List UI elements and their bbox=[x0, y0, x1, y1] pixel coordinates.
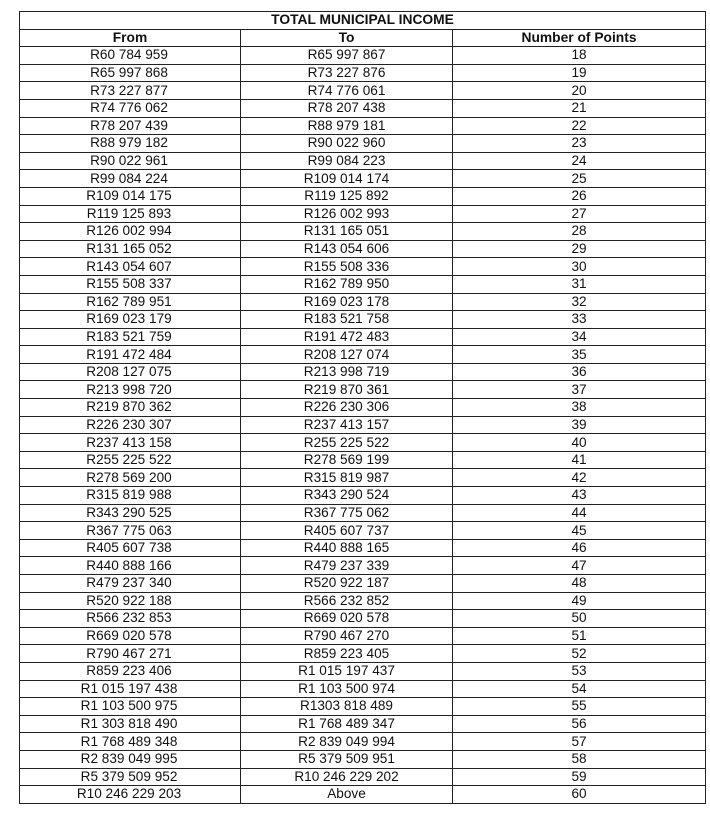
cell-to: R119 125 892 bbox=[241, 187, 453, 205]
cell-from: R1 768 489 348 bbox=[20, 733, 241, 751]
cell-points: 35 bbox=[453, 346, 706, 364]
cell-from: R208 127 075 bbox=[20, 363, 241, 381]
cell-to: R169 023 178 bbox=[241, 293, 453, 311]
cell-to: R213 998 719 bbox=[241, 363, 453, 381]
table-row bbox=[20, 64, 706, 82]
table-row bbox=[20, 346, 706, 364]
cell-from: R169 023 179 bbox=[20, 311, 241, 329]
table-row bbox=[20, 187, 706, 205]
table-row bbox=[20, 522, 706, 540]
cell-points: 49 bbox=[453, 592, 706, 610]
cell-points: 21 bbox=[453, 99, 706, 117]
cell-points: 29 bbox=[453, 240, 706, 258]
cell-to: R343 290 524 bbox=[241, 487, 453, 505]
cell-to: R208 127 074 bbox=[241, 346, 453, 364]
cell-to: R566 232 852 bbox=[241, 592, 453, 610]
table-row bbox=[20, 82, 706, 100]
table-row bbox=[20, 557, 706, 575]
cell-points: 39 bbox=[453, 416, 706, 434]
cell-points: 24 bbox=[453, 152, 706, 170]
cell-to: R183 521 758 bbox=[241, 311, 453, 329]
cell-to: R109 014 174 bbox=[241, 170, 453, 188]
cell-to: R162 789 950 bbox=[241, 275, 453, 293]
cell-from: R99 084 224 bbox=[20, 170, 241, 188]
cell-points: 34 bbox=[453, 328, 706, 346]
cell-points: 52 bbox=[453, 645, 706, 663]
cell-to: R131 165 051 bbox=[241, 223, 453, 241]
cell-to: R219 870 361 bbox=[241, 381, 453, 399]
table-row bbox=[20, 610, 706, 628]
cell-to: R1 768 489 347 bbox=[241, 715, 453, 733]
cell-points: 38 bbox=[453, 399, 706, 417]
table-row bbox=[20, 328, 706, 346]
table-row bbox=[20, 662, 706, 680]
table-row bbox=[20, 205, 706, 223]
municipal-income-table bbox=[19, 11, 706, 804]
table-row bbox=[20, 240, 706, 258]
table-row bbox=[20, 434, 706, 452]
column-header-points: Number of Points bbox=[453, 29, 706, 47]
table-row bbox=[20, 592, 706, 610]
cell-from: R405 607 738 bbox=[20, 539, 241, 557]
table-row bbox=[20, 451, 706, 469]
cell-from: R155 508 337 bbox=[20, 275, 241, 293]
table-row bbox=[20, 416, 706, 434]
cell-points: 23 bbox=[453, 135, 706, 153]
cell-points: 25 bbox=[453, 170, 706, 188]
table-row bbox=[20, 170, 706, 188]
table-row bbox=[20, 311, 706, 329]
cell-from: R315 819 988 bbox=[20, 487, 241, 505]
cell-from: R1 103 500 975 bbox=[20, 698, 241, 716]
cell-points: 20 bbox=[453, 82, 706, 100]
cell-from: R65 997 868 bbox=[20, 64, 241, 82]
cell-from: R90 022 961 bbox=[20, 152, 241, 170]
cell-points: 18 bbox=[453, 47, 706, 65]
cell-from: R255 225 522 bbox=[20, 451, 241, 469]
table-row bbox=[20, 363, 706, 381]
cell-points: 36 bbox=[453, 363, 706, 381]
cell-points: 51 bbox=[453, 627, 706, 645]
cell-from: R566 232 853 bbox=[20, 610, 241, 628]
cell-points: 44 bbox=[453, 504, 706, 522]
cell-to: R74 776 061 bbox=[241, 82, 453, 100]
cell-points: 57 bbox=[453, 733, 706, 751]
cell-from: R73 227 877 bbox=[20, 82, 241, 100]
cell-points: 50 bbox=[453, 610, 706, 628]
cell-points: 46 bbox=[453, 539, 706, 557]
cell-points: 30 bbox=[453, 258, 706, 276]
cell-to: R65 997 867 bbox=[241, 47, 453, 65]
cell-to: R1 103 500 974 bbox=[241, 680, 453, 698]
cell-points: 31 bbox=[453, 275, 706, 293]
table-row bbox=[20, 487, 706, 505]
table-row bbox=[20, 750, 706, 768]
table-row bbox=[20, 258, 706, 276]
table-row bbox=[20, 786, 706, 804]
municipal-income-table-container bbox=[19, 11, 705, 804]
cell-to: R99 084 223 bbox=[241, 152, 453, 170]
table-row bbox=[20, 768, 706, 786]
cell-points: 42 bbox=[453, 469, 706, 487]
cell-from: R479 237 340 bbox=[20, 575, 241, 593]
cell-points: 56 bbox=[453, 715, 706, 733]
table-row bbox=[20, 627, 706, 645]
cell-to: R790 467 270 bbox=[241, 627, 453, 645]
cell-from: R669 020 578 bbox=[20, 627, 241, 645]
cell-to: R88 979 181 bbox=[241, 117, 453, 135]
cell-to: R10 246 229 202 bbox=[241, 768, 453, 786]
cell-to: R405 607 737 bbox=[241, 522, 453, 540]
table-header-row bbox=[20, 29, 706, 47]
cell-points: 19 bbox=[453, 64, 706, 82]
cell-to: R479 237 339 bbox=[241, 557, 453, 575]
cell-points: 26 bbox=[453, 187, 706, 205]
cell-from: R10 246 229 203 bbox=[20, 786, 241, 804]
cell-points: 55 bbox=[453, 698, 706, 716]
table-row bbox=[20, 293, 706, 311]
table-row bbox=[20, 152, 706, 170]
table-row bbox=[20, 469, 706, 487]
cell-from: R143 054 607 bbox=[20, 258, 241, 276]
cell-from: R343 290 525 bbox=[20, 504, 241, 522]
cell-points: 37 bbox=[453, 381, 706, 399]
cell-points: 60 bbox=[453, 786, 706, 804]
cell-from: R520 922 188 bbox=[20, 592, 241, 610]
table-body bbox=[20, 47, 706, 804]
table-row bbox=[20, 539, 706, 557]
cell-to: R440 888 165 bbox=[241, 539, 453, 557]
cell-to: R90 022 960 bbox=[241, 135, 453, 153]
cell-points: 41 bbox=[453, 451, 706, 469]
cell-to: R315 819 987 bbox=[241, 469, 453, 487]
cell-points: 47 bbox=[453, 557, 706, 575]
cell-from: R237 413 158 bbox=[20, 434, 241, 452]
cell-to: R73 227 876 bbox=[241, 64, 453, 82]
cell-points: 48 bbox=[453, 575, 706, 593]
cell-from: R213 998 720 bbox=[20, 381, 241, 399]
table-row bbox=[20, 575, 706, 593]
cell-to: R2 839 049 994 bbox=[241, 733, 453, 751]
cell-to: R143 054 606 bbox=[241, 240, 453, 258]
cell-to: R1303 818 489 bbox=[241, 698, 453, 716]
cell-points: 58 bbox=[453, 750, 706, 768]
cell-to: Above bbox=[241, 786, 453, 804]
cell-points: 59 bbox=[453, 768, 706, 786]
cell-to: R126 002 993 bbox=[241, 205, 453, 223]
column-header-from: From bbox=[20, 29, 241, 47]
cell-from: R5 379 509 952 bbox=[20, 768, 241, 786]
cell-from: R1 303 818 490 bbox=[20, 715, 241, 733]
cell-to: R520 922 187 bbox=[241, 575, 453, 593]
table-row bbox=[20, 47, 706, 65]
column-header-to: To bbox=[241, 29, 453, 47]
cell-to: R78 207 438 bbox=[241, 99, 453, 117]
table-row bbox=[20, 680, 706, 698]
cell-points: 43 bbox=[453, 487, 706, 505]
table-row bbox=[20, 645, 706, 663]
table-row bbox=[20, 275, 706, 293]
cell-points: 28 bbox=[453, 223, 706, 241]
cell-to: R255 225 522 bbox=[241, 434, 453, 452]
table-row bbox=[20, 117, 706, 135]
cell-points: 32 bbox=[453, 293, 706, 311]
cell-to: R278 569 199 bbox=[241, 451, 453, 469]
cell-from: R2 839 049 995 bbox=[20, 750, 241, 768]
table-row bbox=[20, 733, 706, 751]
cell-points: 45 bbox=[453, 522, 706, 540]
cell-to: R237 413 157 bbox=[241, 416, 453, 434]
cell-from: R109 014 175 bbox=[20, 187, 241, 205]
cell-from: R126 002 994 bbox=[20, 223, 241, 241]
cell-points: 33 bbox=[453, 311, 706, 329]
cell-from: R162 789 951 bbox=[20, 293, 241, 311]
table-row bbox=[20, 698, 706, 716]
cell-from: R859 223 406 bbox=[20, 662, 241, 680]
cell-points: 54 bbox=[453, 680, 706, 698]
cell-from: R226 230 307 bbox=[20, 416, 241, 434]
table-title: TOTAL MUNICIPAL INCOME bbox=[20, 12, 706, 30]
cell-from: R219 870 362 bbox=[20, 399, 241, 417]
cell-points: 22 bbox=[453, 117, 706, 135]
table-row bbox=[20, 399, 706, 417]
table-title-row bbox=[20, 12, 706, 30]
cell-to: R859 223 405 bbox=[241, 645, 453, 663]
cell-to: R367 775 062 bbox=[241, 504, 453, 522]
cell-to: R1 015 197 437 bbox=[241, 662, 453, 680]
cell-points: 40 bbox=[453, 434, 706, 452]
cell-from: R131 165 052 bbox=[20, 240, 241, 258]
table-row bbox=[20, 99, 706, 117]
cell-to: R191 472 483 bbox=[241, 328, 453, 346]
cell-from: R78 207 439 bbox=[20, 117, 241, 135]
cell-from: R183 521 759 bbox=[20, 328, 241, 346]
table-row bbox=[20, 381, 706, 399]
cell-from: R1 015 197 438 bbox=[20, 680, 241, 698]
cell-from: R119 125 893 bbox=[20, 205, 241, 223]
cell-from: R88 979 182 bbox=[20, 135, 241, 153]
cell-to: R669 020 578 bbox=[241, 610, 453, 628]
cell-points: 27 bbox=[453, 205, 706, 223]
cell-from: R367 775 063 bbox=[20, 522, 241, 540]
cell-from: R60 784 959 bbox=[20, 47, 241, 65]
cell-from: R440 888 166 bbox=[20, 557, 241, 575]
table-row bbox=[20, 715, 706, 733]
cell-to: R155 508 336 bbox=[241, 258, 453, 276]
table-row bbox=[20, 135, 706, 153]
cell-points: 53 bbox=[453, 662, 706, 680]
cell-to: R226 230 306 bbox=[241, 399, 453, 417]
table-row bbox=[20, 223, 706, 241]
cell-from: R74 776 062 bbox=[20, 99, 241, 117]
cell-from: R278 569 200 bbox=[20, 469, 241, 487]
cell-from: R790 467 271 bbox=[20, 645, 241, 663]
cell-to: R5 379 509 951 bbox=[241, 750, 453, 768]
table-row bbox=[20, 504, 706, 522]
cell-from: R191 472 484 bbox=[20, 346, 241, 364]
